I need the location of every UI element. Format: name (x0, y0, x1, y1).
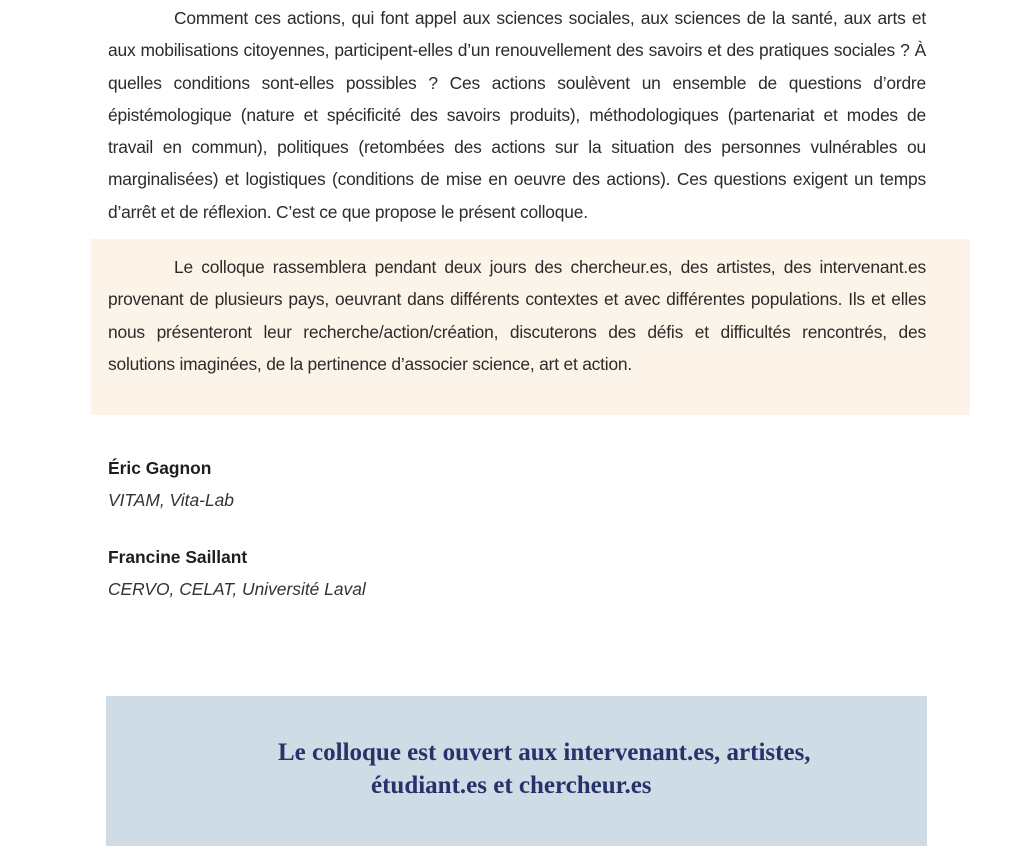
intro-paragraph (108, 2, 926, 228)
banner-title (106, 736, 927, 802)
intro-paragraph-text: Comment ces actions, qui font appel aux sciences sociales, aux sciences de la santé, aux arts et aux mobilisations citoyennes, participent-elles d’un renouvellement des savoirs et des pratiques sociales ? À quelles conditions sont-elles possibles ? Ces actions soulèvent un ensemble de questions d’ordre épistémologique (nature et spécificité des savoirs produits), méthodologiques (partenariat et modes de travail en commun), politiques (retombées des actions sur la situation des personnes vulnérables ou marginalisées) et logistiques (conditions de mise en oeuvre des actions). Ces questions exigent un temps d’arrêt et de réflexion. C’est ce que propose le présent colloque. (108, 8, 926, 222)
author-affiliation: CERVO, CELAT, Université Laval (108, 579, 366, 599)
banner-line-1: Le colloque est ouvert aux intervenant.es, artistes, (278, 739, 811, 766)
banner-line-2: étudiant.es et chercheur.es (371, 772, 652, 799)
highlight-paragraph (108, 251, 926, 380)
author-block (108, 456, 234, 512)
author-block (108, 545, 366, 601)
highlight-paragraph-text: Le colloque rassemblera pendant deux jours des chercheur.es, des artistes, des intervenant.es provenant de plusieurs pays, oeuvrant dans différents contextes et avec différentes populations. Ils et elles nous présenteront leur recherche/action/création, discuterons des défis et difficultés rencontrés, des solutions imaginées, de la pertinence d’associer science, art et action. (108, 257, 926, 374)
author-name: Francine Saillant (108, 547, 248, 567)
open-call-banner (106, 696, 927, 846)
author-affiliation: VITAM, Vita-Lab (108, 490, 234, 510)
author-name: Éric Gagnon (108, 458, 212, 478)
